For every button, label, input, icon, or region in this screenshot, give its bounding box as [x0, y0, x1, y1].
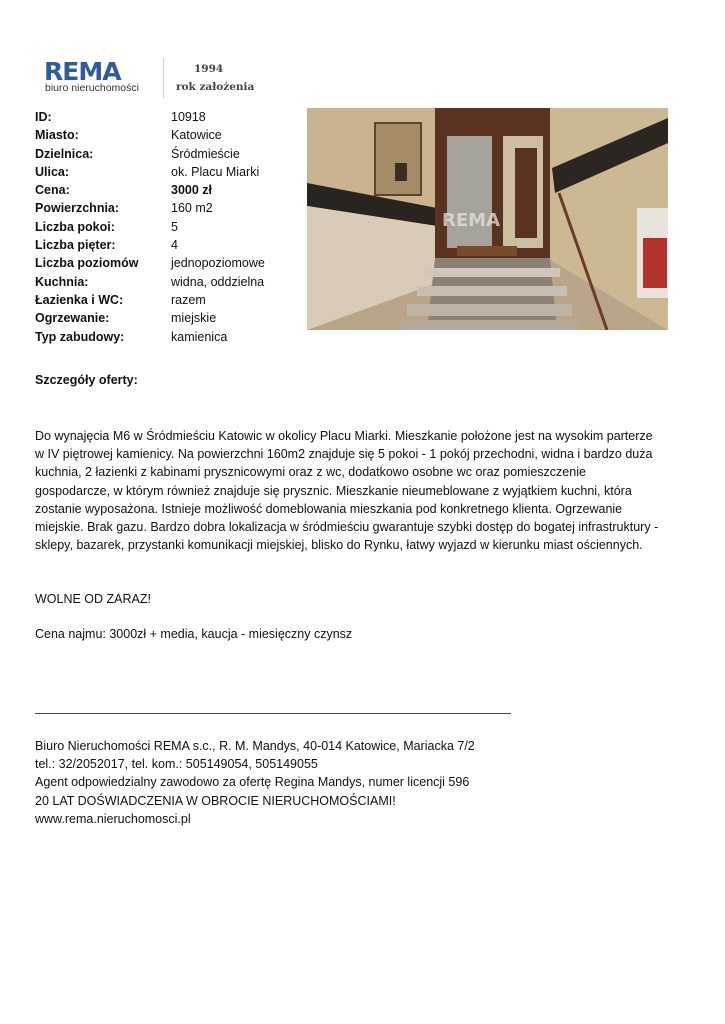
spec-label: Łazienka i WC:	[35, 292, 124, 307]
offer-description	[35, 427, 660, 554]
spec-label: Typ zabudowy:	[35, 329, 125, 344]
spec-row-city	[35, 126, 305, 144]
footer-company: Biuro Nieruchomości REMA s.c., R. M. Mandys, 40-014 Katowice, Mariacka 7/2	[35, 739, 475, 753]
spec-value: jednopoziomowe	[171, 256, 265, 271]
rema-logo: REMA	[44, 57, 121, 86]
founding-year-label: rok założenia	[176, 81, 255, 93]
spec-row-rooms	[35, 218, 305, 236]
spec-value: Śródmieście	[171, 146, 240, 161]
spec-row-heating	[35, 309, 305, 327]
price-note: Cena najmu: 3000zł + media, kaucja - miesięczny czynsz	[35, 627, 353, 641]
spec-value: ok. Placu Miarki	[171, 164, 260, 179]
footer-agent: Agent odpowiedzialny zawodowo za ofertę Regina Mandys, numer licencji 596	[35, 775, 470, 790]
spec-label: Cena:	[35, 183, 70, 198]
footer-website[interactable]: www.rema.nieruchomosci.pl	[35, 811, 191, 826]
description-text: Do wynajęcia M6 w Śródmieściu Katowic w okolicy Placu Miarki. Mieszkanie położone jest na wysokim parterze w IV piętrowej kamienicy. Na powierzchni 160m2 znajduje się 5 pokoi - 1 pokój przechodni, widna i bardzo duża kuchnia, 2 łazienki z kabinami prysznicowymi oraz z wc, dodatkowo osobne wc oraz pomieszczenie gospodarcze, w którym również znajduje się prysznic. Mieszkanie nieumeblowane z wyjątkiem kuchni, która zostanie wyposażona. Istnieje możliwość domeblowania mieszkania pod konkretnego klienta. Ogrzewanie miejskie. Brak gazu. Bardzo dobra lokalizacja w śródmieściu gwarantuje szybki dostęp do bogatej infrastruktury - sklepy, bazarek, przystanki komunikacji miejskiej, blisko do Rynku, łatwy wyjazd w kierunku miast ościennych.	[35, 429, 659, 553]
logo-subtitle: biuro nieruchomości	[45, 82, 139, 94]
footer	[35, 737, 475, 828]
spec-label: Liczba poziomów	[35, 256, 139, 271]
spec-value: miejskie	[171, 311, 217, 326]
spec-value: Katowice	[171, 128, 222, 143]
spec-row-area	[35, 199, 305, 217]
spec-label: Dzielnica:	[35, 146, 94, 161]
spec-label: Powierzchnia:	[35, 201, 120, 216]
spec-row-price	[35, 181, 305, 199]
spec-row-street	[35, 163, 305, 181]
spec-value-price: 3000 zł	[171, 183, 213, 198]
spec-value: kamienica	[171, 329, 228, 344]
spec-label: Miasto:	[35, 128, 79, 143]
spec-label: ID:	[35, 110, 52, 124]
spec-label: Liczba pięter:	[35, 238, 116, 253]
spec-row-kitchen	[35, 273, 305, 291]
logo-divider	[163, 58, 164, 98]
spec-row-levels	[35, 254, 305, 272]
offer-details-title: Szczegóły oferty:	[35, 373, 138, 387]
spec-row-bathroom	[35, 291, 305, 309]
spec-row-floors	[35, 236, 305, 254]
spec-value: widna, oddzielna	[171, 274, 265, 289]
spec-row-building-type	[35, 328, 305, 346]
spec-value: 10918	[171, 110, 206, 124]
property-photo	[307, 108, 668, 330]
spec-row-id	[35, 108, 305, 126]
footer-phones: tel.: 32/2052017, tel. kom.: 505149054, 505149055	[35, 757, 318, 772]
spec-value: razem	[171, 292, 206, 307]
property-specs	[35, 108, 305, 346]
spec-value: 5	[171, 219, 178, 234]
spec-label: Ulica:	[35, 164, 70, 179]
founding-year: 1994	[194, 63, 224, 75]
availability-note: WOLNE OD ZARAZ!	[35, 592, 151, 606]
spec-label: Liczba pokoi:	[35, 219, 115, 234]
footer-divider	[35, 713, 511, 714]
spec-label: Kuchnia:	[35, 274, 89, 289]
photo-watermark: REMA	[442, 210, 500, 231]
spec-row-district	[35, 145, 305, 163]
stairwell-illustration	[307, 108, 668, 330]
footer-slogan: 20 LAT DOŚWIADCZENIA W OBROCIE NIERUCHOMOŚCIAMI!	[35, 793, 396, 808]
spec-value: 4	[171, 238, 178, 253]
spec-value: 160 m2	[171, 201, 213, 216]
spec-label: Ogrzewanie:	[35, 311, 110, 326]
